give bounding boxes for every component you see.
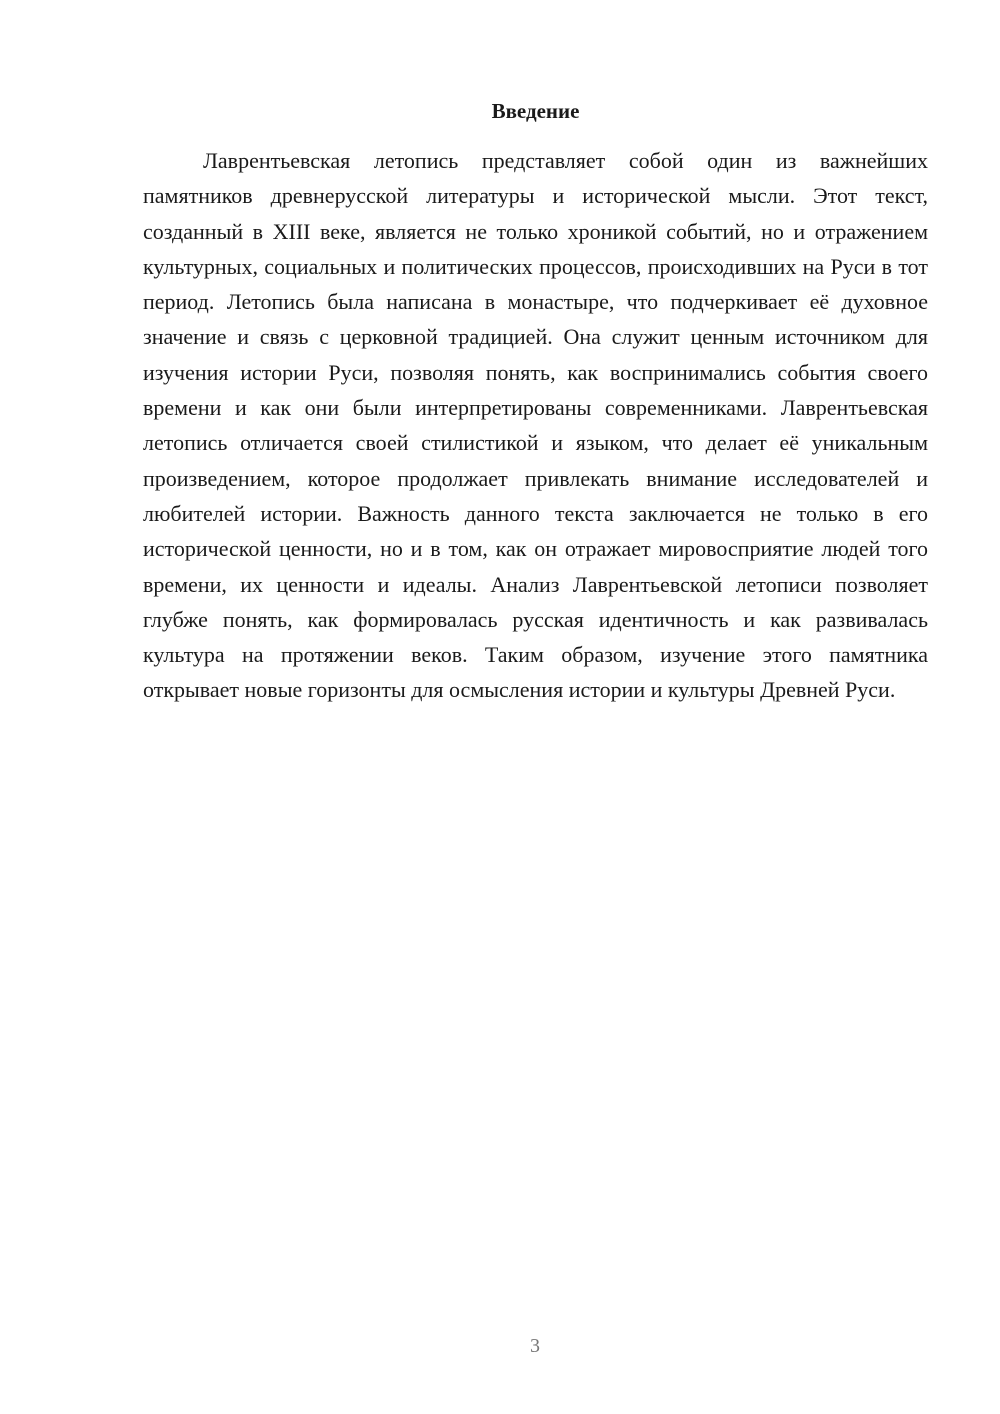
body-paragraph: Лаврентьевская летопись представляет собой один из важнейших памятников древнерусской литературы и исторической мысли. Этот текст, созданный в XIII веке, является не только хроникой событий, но и отражением культурных, социальных и политических процессов, происходивших на Руси в тот период. Летопись была написана в монастыре, что подчеркивает её духовное значение и связь с церковной традицией. Она служит ценным источником для изучения истории Руси, позволяя понять, как воспринимались события своего времени и как они были интерпретированы современниками. Лаврентьевская летопись отличается своей стилистикой и языком, что делает её уникальным произведением, которое продолжает привлекать внимание исследователей и любителей истории. Важность данного текста заключается не только в его исторической ценности, но и в том, как он отражает мировосприятие людей того времени, их ценности и идеалы. Анализ Лаврентьевской летописи позволяет глубже понять, как формировалась русская идентичность и как развивалась культура на протяжении веков. Таким образом, изучение этого памятника открывает новые горизонты для осмысления истории и культуры Древней Руси. — [143, 148, 928, 703]
section-heading: Введение — [491, 99, 580, 123]
page-number: 3 — [530, 1335, 540, 1357]
